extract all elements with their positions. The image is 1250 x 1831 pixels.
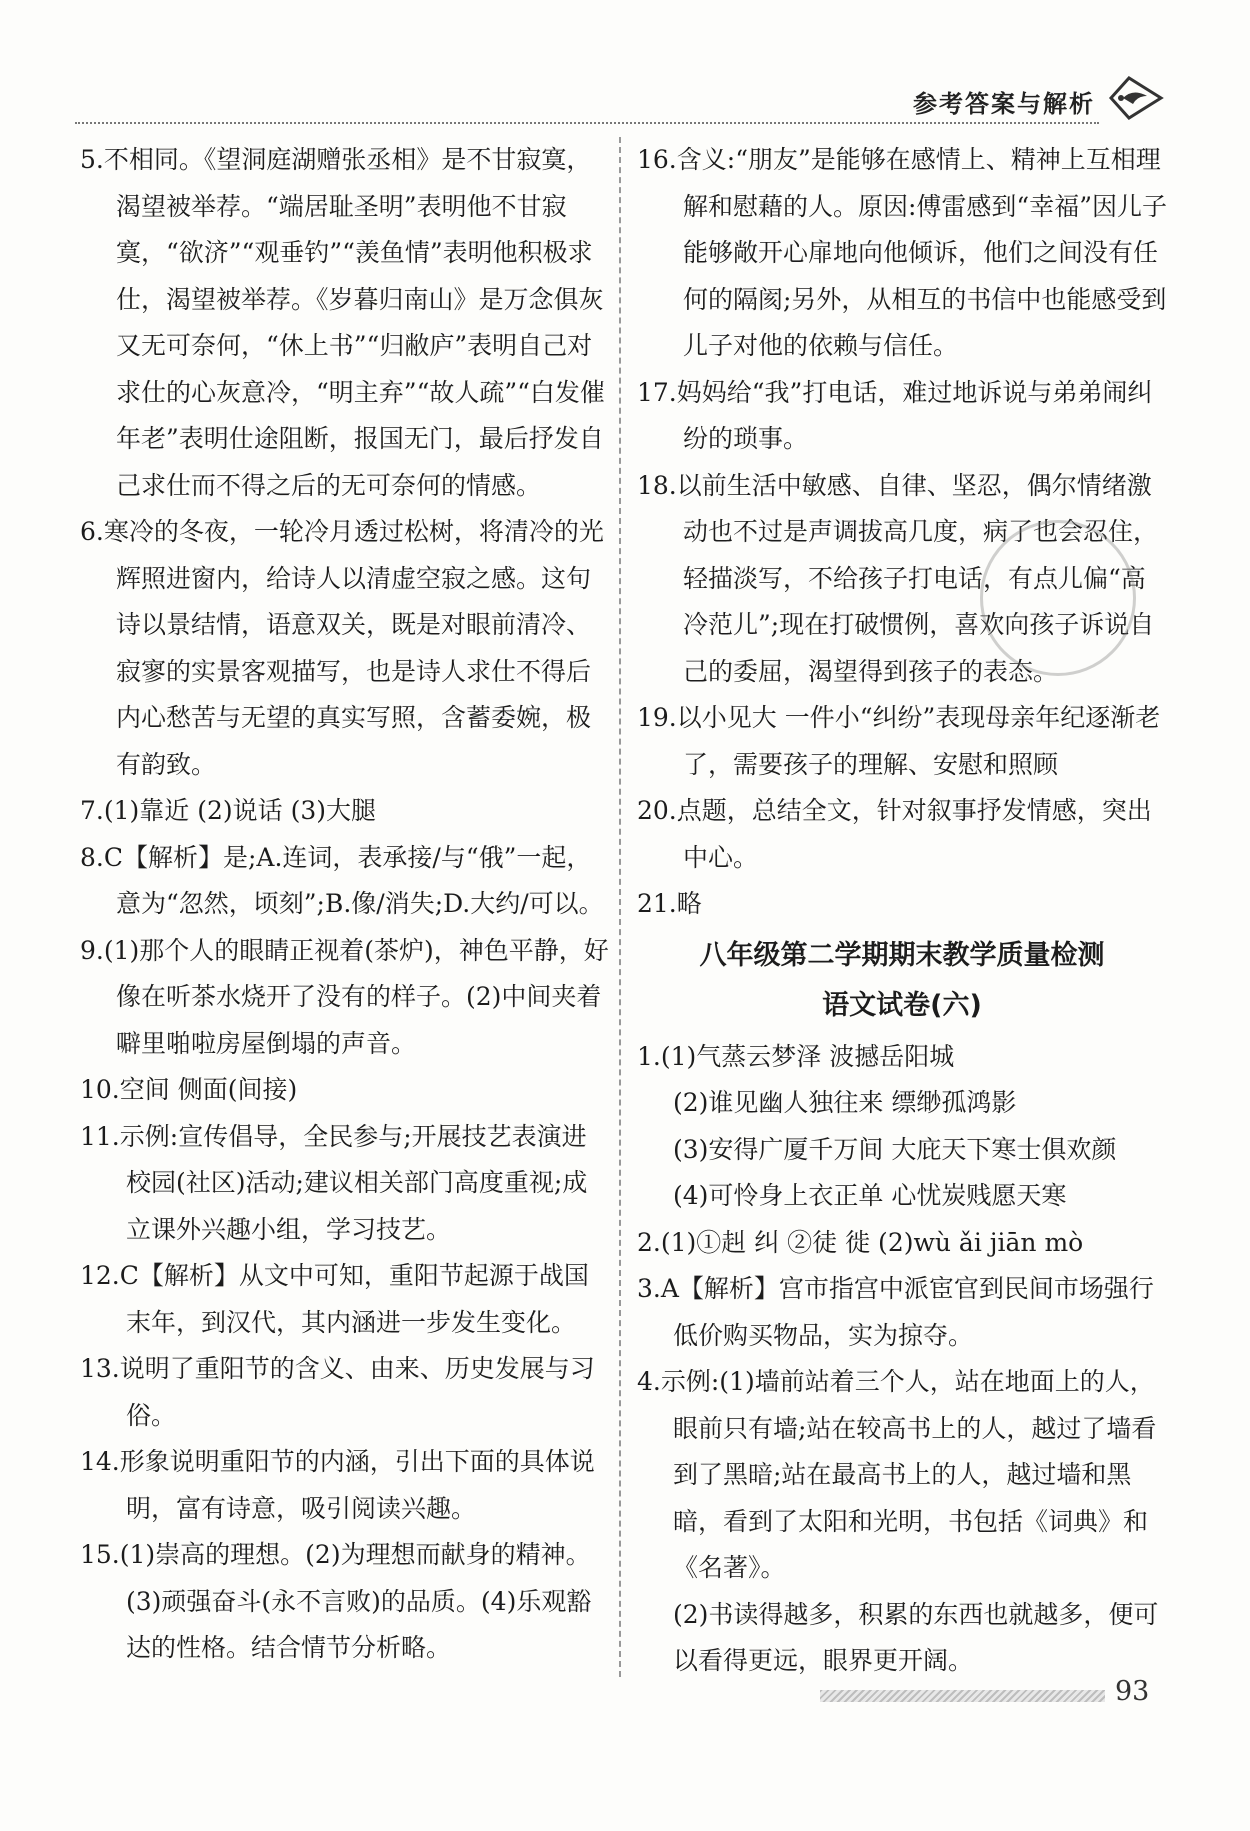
answer-subline: (2)书读得越多，积累的东西也就越多，便可以看得更远，眼界更开阔。 <box>673 1599 1159 1675</box>
answer-subline: (4)可怜身上衣正单 心忧炭贱愿天寒 <box>673 1181 1067 1210</box>
answer-item: 7.(1)靠近 (2)说话 (3)大腿 <box>80 796 376 825</box>
section-subtitle: 语文试卷(六) <box>822 989 982 1021</box>
answer-item: 3.A【解析】宫市指宫中派宦官到民间市场强行低价购买物品，实为掠夺。 <box>637 1274 1154 1350</box>
answer-item: 8.C【解析】是;A.连词，表承接/与“俄”一起，意为“忽然，顷刻”;B.像/消失;D.大约/可以。 <box>80 842 604 918</box>
header-title: 参考答案与解析 <box>913 90 1095 118</box>
answer-item: 19.以小见大 一件小“纠纷”表现母亲年纪逐渐老了，需要孩子的理解、安慰和照顾 <box>637 703 1161 779</box>
answer-subline: (2)谁见幽人独往来 缥缈孤鸿影 <box>673 1088 1017 1117</box>
answer-item: 2.(1)①赳 纠 ②徒 徙 (2)wù ǎi jiān mò <box>637 1227 1084 1257</box>
column-divider <box>619 137 621 1677</box>
answer-item: 12.C【解析】从文中可知，重阳节起源于战国末年，到汉代，其内涵进一步发生变化。 <box>80 1261 589 1337</box>
answer-item: 4.示例:(1)墙前站着三个人，站在地面上的人，眼前只有墙;站在较高书上的人，越过了墙看到了黑暗;站在最高书上的人，越过墙和黑暗，看到了太阳和光明，书包括《词典》和《名著》。 <box>637 1367 1157 1582</box>
footer-hatched-bar <box>820 1690 1105 1702</box>
answer-item: 17.妈妈给“我”打电话，难过地诉说与弟弟闹纠纷的琐事。 <box>637 377 1153 453</box>
answer-item: 21.略 <box>637 889 702 918</box>
answer-item: 15.(1)崇高的理想。(2)为理想而献身的精神。(3)顽强奋斗(永不言败)的品质。(4)乐观豁达的性格。结合情节分析略。 <box>80 1540 592 1662</box>
answer-item: 20.点题，总结全文，针对叙事抒发情感，突出中心。 <box>637 796 1152 872</box>
section-title: 八年级第二学期期末教学质量检测 <box>699 939 1105 971</box>
answer-item: 1.(1)气蒸云梦泽 波撼岳阳城 <box>637 1041 955 1071</box>
answer-item: 11.示例:宣传倡导，全民参与;开展技艺表演进校园(社区)活动;建议相关部门高度重视;成立课外兴趣小组，学习技艺。 <box>80 1121 588 1244</box>
answer-item: 6.寒冷的冬夜，一轮冷月透过松树，将清冷的光辉照进窗内，给诗人以清虚空寂之感。这句诗以景结情，语意双关，既是对眼前清冷、寂寥的实景客观描写，也是诗人求仕不得后内心愁苦与无望的真实写照，含蓄委婉，极有韵致。 <box>80 517 604 779</box>
right-column <box>637 137 1167 1685</box>
answer-item: 9.(1)那个人的眼睛正视着(茶炉)，神色平静，好像在听茶水烧开了没有的样子。(2)中间夹着噼里啪啦房屋倒塌的声音。 <box>80 935 609 1058</box>
answer-item: 18.以前生活中敏感、自律、坚忍，偶尔情绪激动也不过是声调拔高几度，病了也会忍住，轻描淡写，不给孩子打电话，有点儿偏“高冷范儿”;现在打破惯例，喜欢向孩子诉说自己的委屈，渴望得到孩子的表态。 <box>637 470 1159 686</box>
answer-item: 5.不相同。《望洞庭湖赠张丞相》是不甘寂寞，渴望被举荐。“端居耻圣明”表明他不甘寂寞，“欲济”“观垂钓”“羡鱼情”表明他积极求仕，渴望被举荐。《岁暮归南山》是万念俱灰又无可奈何，“休上书”“归敝庐”表明自己对求仕的心灰意冷，“明主弃”“故人疏”“白发催年老”表明仕途阻断，报国无门，最后抒发自己求仕而不得之后的无可奈何的情感。 <box>80 145 605 500</box>
header-dotted-rule <box>75 122 1099 124</box>
answer-item: 13.说明了重阳节的含义、由来、历史发展与习俗。 <box>80 1354 595 1430</box>
page-number: 93 <box>1115 1676 1150 1707</box>
answer-item: 14.形象说明重阳节的内涵，引出下面的具体说明，富有诗意，吸引阅读兴趣。 <box>80 1447 595 1523</box>
answer-item: 16.含义:“朋友”是能够在感情上、精神上互相理解和慰藉的人。原因:傅雷感到“幸福”因儿子能够敞开心扉地向他倾诉，他们之间没有任何的隔阂;另外，从相互的书信中也能感受到儿子对他的依赖与信任。 <box>637 145 1167 360</box>
book-logo-icon <box>1107 74 1165 122</box>
page-header <box>75 78 1165 120</box>
left-column <box>80 137 610 1672</box>
answer-subline: (3)安得广厦千万间 大庇天下寒士俱欢颜 <box>673 1134 1117 1164</box>
answer-item: 10.空间 侧面(间接) <box>80 1075 298 1104</box>
faded-stamp <box>980 520 1136 676</box>
